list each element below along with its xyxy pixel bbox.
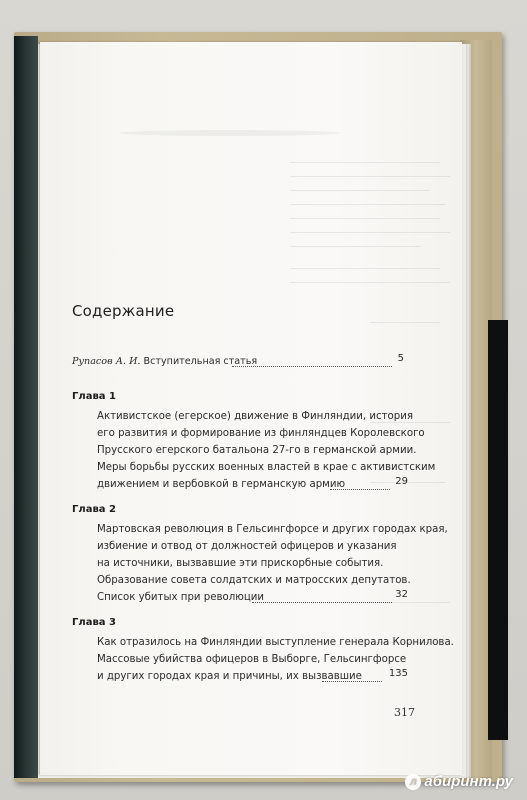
leader-dots xyxy=(330,489,390,490)
chapter-1-line[interactable]: движением и вербовкой в германскую армию xyxy=(97,479,346,490)
show-through-ornament xyxy=(120,130,340,136)
chapter-1-page-number: 29 xyxy=(395,476,408,487)
chapter-3-line[interactable]: и других городах края и причины, их вызвавшие xyxy=(97,671,362,682)
show-through-line xyxy=(290,232,450,233)
show-through-line xyxy=(290,190,430,191)
chapter-2-page-number: 32 xyxy=(395,589,408,600)
intro-entry[interactable] xyxy=(72,353,257,370)
show-through-line xyxy=(290,282,450,283)
show-through-line xyxy=(290,218,440,219)
show-through-line xyxy=(290,204,445,205)
chapter-2-line[interactable]: на источники, вызвавшие эти прискорбные события. xyxy=(97,558,384,569)
leader-dots xyxy=(232,366,392,367)
intro-title: Вступительная статья xyxy=(143,356,258,367)
leader-dots xyxy=(322,681,382,682)
chapter-3-line[interactable]: Массовые убийства офицеров в Выборге, Гельсингфорсе xyxy=(97,654,407,665)
chapter-3-label: Глава 3 xyxy=(72,617,116,628)
book-page xyxy=(40,42,462,775)
chapter-1-line[interactable]: его развития и формирование из финляндцев Королевского xyxy=(97,428,425,439)
show-through-line xyxy=(290,176,450,177)
chapter-2-line[interactable]: избиение и отвод от должностей офицеров и указания xyxy=(97,541,397,552)
book-front-cover-edge xyxy=(14,36,38,778)
leader-dots xyxy=(252,602,392,603)
chapter-1-label: Глава 1 xyxy=(72,391,116,402)
show-through-line xyxy=(370,322,440,323)
chapter-2-label: Глава 2 xyxy=(72,504,116,515)
site-watermark xyxy=(405,773,513,790)
page-folio-number: 317 xyxy=(394,706,415,719)
chapter-2-line[interactable]: Образование совета солдатских и матросских депутатов. xyxy=(97,575,411,586)
chapter-2-line[interactable]: Список убитых при революции xyxy=(97,592,265,603)
show-through-line xyxy=(290,246,420,247)
chapter-1-line[interactable]: Прусского егерского батальона 27-го в германской армии. xyxy=(97,445,417,456)
show-through-line xyxy=(290,268,440,269)
show-through-line xyxy=(290,162,440,163)
intro-page-number: 5 xyxy=(397,353,404,364)
chapter-2-line[interactable]: Мартовская революция в Гельсингфорсе и других городах края, xyxy=(97,524,448,535)
watermark-logo-icon: л xyxy=(405,774,421,790)
toc-heading: Содержание xyxy=(72,302,175,320)
watermark-text: абиринт.ру xyxy=(424,773,513,790)
chapter-3-page-number: 135 xyxy=(388,668,408,679)
book-back-shadow xyxy=(488,320,508,740)
chapter-1-line[interactable]: Меры борьбы русских военных властей в крае с активистским xyxy=(97,462,436,473)
intro-author: Рупасов А. И. xyxy=(72,356,141,367)
chapter-3-line[interactable]: Как отразилось на Финляндии выступление генерала Корнилова. xyxy=(97,637,454,648)
chapter-1-line[interactable]: Активистское (егерское) движение в Финляндии, история xyxy=(97,411,413,422)
